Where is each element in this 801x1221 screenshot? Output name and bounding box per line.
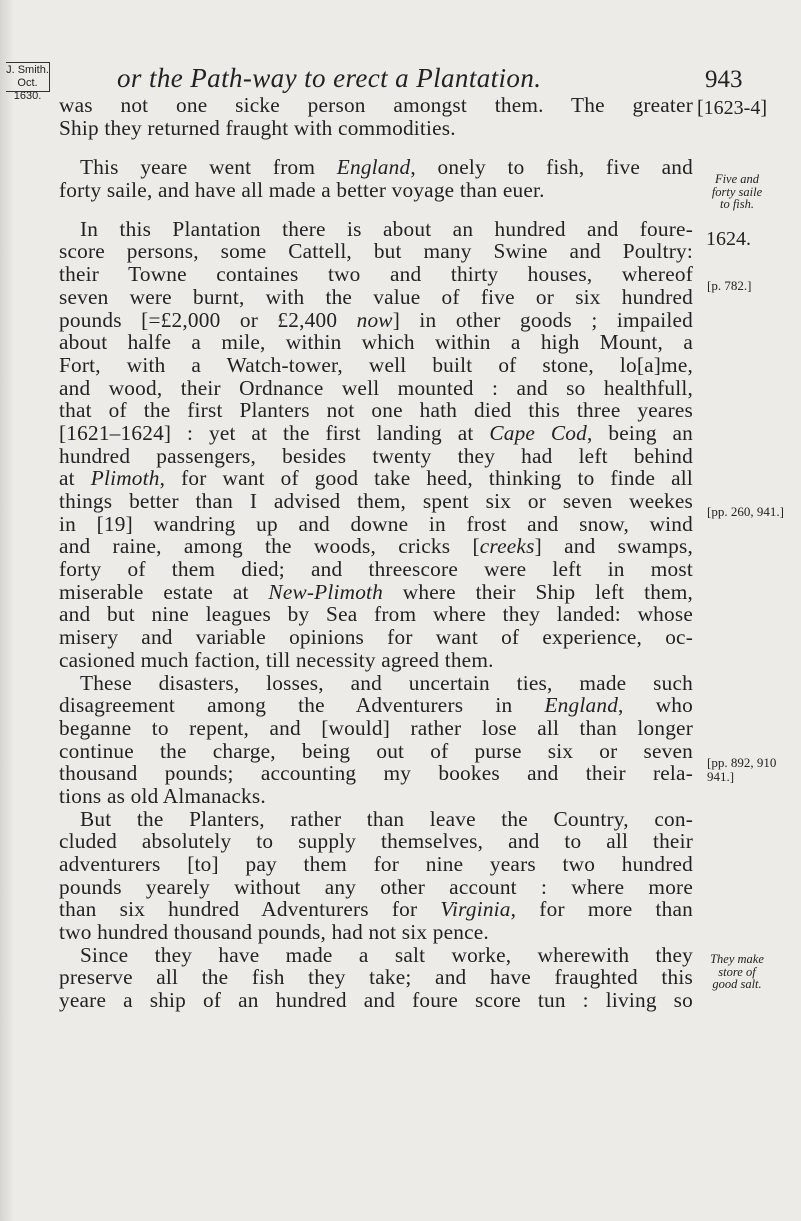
text-line: pounds [=£2,000 or £2,400 now] in other goods ; impailed xyxy=(59,307,693,332)
text-line: This yeare went from England, onely to fish, five and xyxy=(80,155,693,180)
text-line: hundred passengers, besides twenty they had left behind xyxy=(59,443,693,468)
text-line: forty saile, and have all made a better voyage than euer. xyxy=(59,178,545,203)
margin-note-salt xyxy=(708,953,766,991)
text-line: than six hundred Adventurers for Virginia, for more than xyxy=(59,897,693,922)
paragraph-gap xyxy=(59,202,693,218)
text-line: misery and variable opinions for want of experience, oc- xyxy=(59,625,693,650)
text-line: their Towne containes two and thirty houses, whereof xyxy=(59,262,693,287)
text-line: Since they have made a salt worke, wherewith they xyxy=(80,942,693,967)
text-line: that of the first Planters not one hath died this three yeares xyxy=(59,398,693,423)
page-number: 943 xyxy=(705,66,743,93)
margin-ref-line: [pp. 892, 910 xyxy=(707,755,777,770)
text-line: and wood, their Ordnance well mounted : and so healthfull, xyxy=(59,375,693,400)
text-line: preserve all the fish they take; and have fraughted this xyxy=(59,965,693,990)
text-line: in [19] wandring up and downe in frost and snow, wind xyxy=(59,511,693,536)
text-line: and raine, among the woods, cricks [creeks] and swamps, xyxy=(59,534,693,559)
text-line: and but nine leagues by Sea from where they landed: whose xyxy=(59,602,693,627)
text-line: thousand pounds; accounting my bookes and their rela- xyxy=(59,761,693,786)
body-text xyxy=(59,94,693,1012)
text-line: Fort, with a Watch-tower, well built of stone, lo[a]me, xyxy=(59,352,693,377)
text-line: These disasters, losses, and uncertain ties, made such xyxy=(80,670,693,695)
text-line: was not one sicke person amongst them. The greater xyxy=(59,93,693,117)
margin-ref-782: [p. 782.] xyxy=(707,278,752,293)
margin-note-line: to fish. xyxy=(719,197,755,211)
text-line: forty of them died; and threescore were left in most xyxy=(59,557,693,582)
running-title: or the Path-way to erect a Plantation. xyxy=(117,63,542,93)
binding-edge xyxy=(0,0,14,1221)
text-line: In this Plantation there is about an hundred and foure- xyxy=(80,216,693,241)
text-line: But the Planters, rather than leave the Country, con- xyxy=(80,806,693,831)
text-line: pounds yearely without any other account : where more xyxy=(59,874,693,899)
text-line: seven were burnt, with the value of five or six hundred xyxy=(59,284,693,309)
text-line: at Plimoth, for want of good take heed, thinking to finde all xyxy=(59,466,693,491)
text-line: continue the charge, being out of purse six or seven xyxy=(59,738,693,763)
margin-note-line: Five and xyxy=(714,172,760,186)
text-line: cluded absolutely to supply themselves, and to all their xyxy=(59,829,693,854)
text-line: things better than I advised them, spent six or seven weekes xyxy=(59,489,693,513)
text-line: Ship they returned fraught with commodities. xyxy=(59,115,456,140)
margin-note-line: forty saile xyxy=(711,184,763,199)
date-ref: Oct. 1630. xyxy=(13,77,42,102)
text-line: tions as old Almanacks. xyxy=(59,783,266,808)
text-line: beganne to repent, and [would] rather lose all than longer xyxy=(59,715,693,740)
margin-ref-line: 941.] xyxy=(707,769,735,784)
text-line: yeare a ship of an hundred and foure score tun : living so xyxy=(59,988,693,1013)
margin-note-line: store of xyxy=(718,964,756,979)
margin-year-range: [1623-4] xyxy=(697,97,767,119)
text-line: [1621–1624] : yet at the first landing at Cape Cod, being an xyxy=(59,420,693,445)
text-line: adventurers [to] pay them for nine years two hundred xyxy=(59,852,693,876)
text-line: score persons, some Cattell, but many Swine and Poultry: xyxy=(59,239,693,264)
margin-note-five-and-forty xyxy=(708,173,766,211)
margin-note-line: good salt. xyxy=(712,977,762,991)
author-date-reference xyxy=(6,62,50,102)
margin-year-1624: 1624. xyxy=(706,228,751,250)
margin-ref-892 xyxy=(707,756,776,784)
paragraph-gap xyxy=(59,139,693,156)
text-line: about halfe a mile, within which within a high Mount, a xyxy=(59,330,693,355)
text-line: miserable estate at New-Plimoth where their Ship left them, xyxy=(59,579,693,604)
margin-note-line: They make xyxy=(710,952,764,966)
text-line: disagreement among the Adventurers in England, who xyxy=(59,693,693,718)
text-line: two hundred thousand pounds, had not six pence. xyxy=(59,920,489,945)
author-ref: J. Smith. xyxy=(6,64,49,76)
margin-ref-260: [pp. 260, 941.] xyxy=(707,504,784,519)
text-line: casioned much faction, till necessity agreed them. xyxy=(59,647,494,672)
